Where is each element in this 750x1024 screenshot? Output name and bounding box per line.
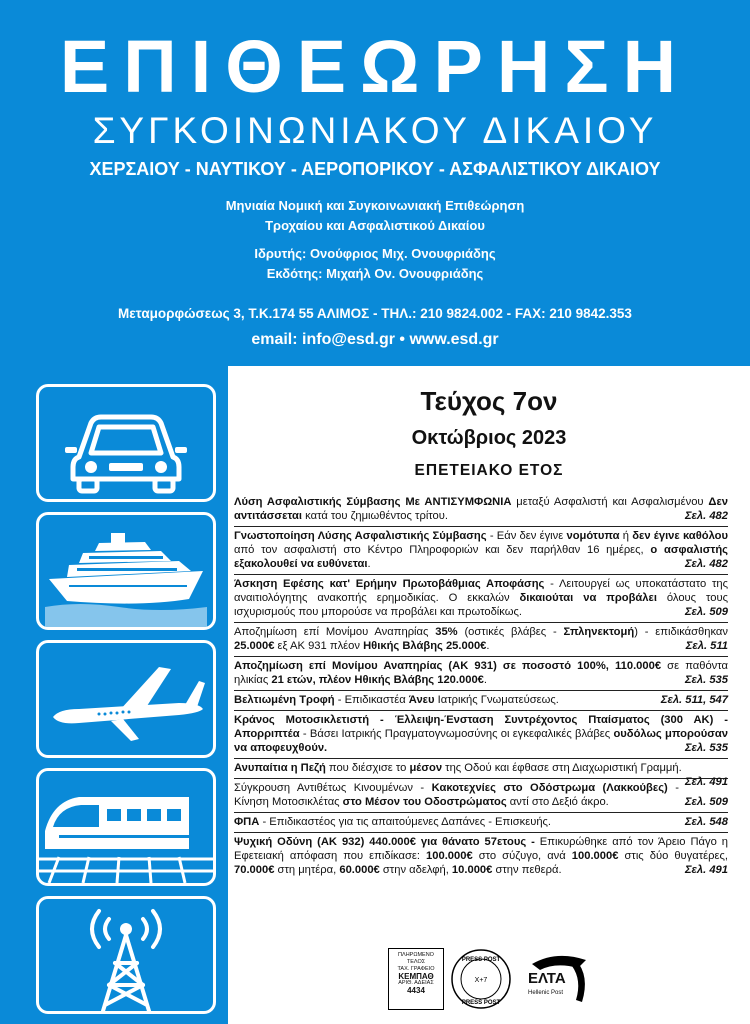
article-text-bold: Αποζημίωση επί Μονίμου Αναπηρίας (ΑΚ 931) σε ποσοστό 100%, 110.000€ (234, 660, 662, 672)
press-post-text: PRESS POST (461, 1000, 501, 1006)
article-item (234, 779, 728, 813)
article-item (234, 833, 728, 880)
article-text: σε παθόντα ηλικίας (234, 660, 728, 686)
article-text-bold: Κακοτεχνίες στο Οδόστρωμα (Λακκούβες) (431, 782, 668, 794)
contact-line[interactable]: email: info@esd.gr • www.esd.gr (251, 331, 499, 348)
article-item (234, 711, 728, 759)
article-text-bold: 70.000€ (234, 864, 275, 876)
masthead-description (0, 196, 750, 284)
description-line-2: Τροχαίου και Ασφαλιστικού Δικαίου (265, 218, 485, 233)
page-reference: Σελ. 511, 547 (660, 694, 728, 706)
page-reference: Σελ. 535 (684, 674, 728, 686)
train-icon (36, 768, 216, 886)
article-text: εξ ΑΚ 931 πλέον (274, 640, 364, 652)
article-text: αντί στο Δεξιό άκρο. (506, 796, 609, 808)
page-reference: Σελ. 509 (684, 606, 728, 618)
article-text-bold: νομότυπα (566, 530, 620, 542)
article-text-bold: ΦΠΑ (234, 816, 260, 828)
article-text-bold: Άνευ (408, 694, 435, 706)
article-text: μεταξύ Ασφαλιστή και Ασφαλισμένου (511, 496, 709, 508)
press-code: X+7 (474, 977, 488, 984)
article-text-bold: 35% (435, 626, 458, 638)
article-text-bold: 10.000€ (451, 864, 493, 876)
address-line: Μεταμορφώσεως 3, Τ.Κ.174 55 ΑΛΙΜΟΣ - ΤΗΛ.: 210 9824.002 - FAX: 210 9842.353 (118, 306, 632, 321)
airplane-icon (36, 640, 216, 758)
article-text-bold: Σπληνεκτομή (563, 626, 635, 638)
article-text: στις δύο θυγατέρες, (618, 850, 728, 862)
article-text: της Οδού και έφθασε στη Διαχωριστική Γραμμή. (442, 762, 682, 774)
article-item (234, 623, 728, 657)
article-text: στη μητέρα, (274, 864, 340, 876)
article-text-bold: 25.000€ (234, 640, 275, 652)
page-reference: Σελ. 482 (684, 510, 728, 522)
article-text: Επικυρώθηκε από τον Άρειο Πάγο η Εφετειακή απόφαση που επιδίκασε: (234, 836, 728, 862)
article-text: . (367, 558, 371, 570)
magazine-title: ΕΠΙΘΕΩΡΗΣΗ (59, 25, 691, 108)
description-line-1: Μηνιαία Νομική και Συγκοινωνιακή Επιθεώρηση (225, 198, 525, 213)
article-text: - Λειτουργεί ως υποκατάστατο της αναιτιολόγητης ανακοπής ερημοδικίας. Ο εκκαλών (234, 578, 728, 604)
article-text: - Εάν δεν έγινε (486, 530, 567, 542)
article-text-bold: Ανυπαίτια η Πεζή (234, 762, 326, 774)
page-reference: Σελ. 509 (684, 796, 728, 808)
article-text-bold: 21 ετών, πλέον Ηθικής Βλάβης 120.000€ (271, 674, 484, 686)
articles-list (234, 493, 728, 880)
article-text-bold: ο ασφαλιστής εξακολουθεί να ευθύνεται (234, 544, 728, 570)
article-text-bold: στο Μέσον του Οδοστρώματος (342, 796, 507, 808)
page-reference: Σελ. 535 (684, 742, 728, 754)
press-post-text: PRESS POST (461, 957, 501, 963)
article-text-bold: Ηθικής Βλάβης 25.000€ (363, 640, 487, 652)
publisher-line: Εκδότης: Μιχαήλ Ον. Ονουφριάδης (266, 266, 484, 281)
article-item (234, 575, 728, 623)
article-item (234, 813, 728, 833)
article-text: - Επιδικαστέα (334, 694, 409, 706)
issue-date: Οκτώβριος 2023 (411, 427, 567, 449)
article-text-bold: δεν έγινε καθόλου (632, 530, 729, 542)
article-text: από τον ασφαλιστή στο Κέντρο Πληροφοριών και δεν παρήλθαν 16 ημέρες, (234, 544, 651, 556)
article-text-bold: Λύση Ασφαλιστικής Σύμβασης Με ΑΝΤΙΣΥΜΦΩΝΙΑ (234, 496, 512, 508)
article-text-bold: Άσκηση Εφέσης κατ' Ερήμην Πρωτοβάθμιας Αποφάσης (234, 578, 545, 590)
article-text-bold: Βελτιωμένη Τροφή (234, 694, 335, 706)
article-text: στην αδελφή, (379, 864, 452, 876)
article-text: όλους τους ισχυρισμούς που μπορούσε να προβάλει και πρωτοδίκως. (234, 592, 728, 618)
postage-text: ΑΡΙΘ. ΑΔΕΙΑΣ (398, 980, 434, 986)
postage-text: ΤΑΧ. ΓΡΑΦΕΙΟ (397, 966, 435, 972)
postage-office: ΚΕΜΠΑΘ (398, 972, 434, 981)
postal-marks (378, 948, 738, 1018)
article-text: . (486, 640, 490, 652)
article-text: κατά του ζημιωθέντος τρίτου. (302, 510, 449, 522)
article-text-bold: δικαιούται να προβάλει (519, 592, 657, 604)
car-icon (36, 384, 216, 502)
article-text: (οστικές βλάβες - (457, 626, 564, 638)
press-post-seal (450, 948, 512, 1010)
article-text: ) - επιδικάσθηκαν (634, 626, 728, 638)
article-item (234, 493, 728, 527)
article-text: Ιατρικής Γνωματεύσεως. (434, 694, 559, 706)
article-text-bold: Γνωστοποίηση Λύσης Ασφαλιστικής Σύμβασης (234, 530, 487, 542)
article-text: που διέσχισε το (325, 762, 410, 774)
article-text-bold: Ψυχική Οδύνη (ΑΚ 932) 440.000€ για θάνατο 57ετους - (234, 836, 535, 848)
article-item (234, 527, 728, 575)
article-text: Αποζημίωση επί Μονίμου Αναπηρίας (234, 626, 436, 638)
elta-subtitle: Hellenic Post (528, 990, 564, 996)
article-text-bold: 60.000€ (339, 864, 380, 876)
article-text-bold: ουδόλως μπορούσαν να αποφευχθούν. (234, 728, 728, 754)
article-text: στο σύζυγο, ανά (472, 850, 572, 862)
issue-number: Τεύχος 7ον (420, 386, 558, 416)
masthead (0, 0, 750, 366)
elta-name: ΕΛΤΑ (528, 970, 566, 987)
page-reference: Σελ. 548 (684, 816, 728, 828)
postage-permit: 4434 (407, 986, 425, 995)
contents-panel (228, 366, 750, 1024)
postage-text: ΤΕΛΟΣ (406, 959, 426, 965)
postage-paid-stamp (388, 948, 444, 1010)
article-text: στην πεθερά. (492, 864, 562, 876)
article-text-bold: μέσον (409, 762, 443, 774)
article-text: - Βάσει Ιατρικής Πραγματογνωμοσύνης οι εγκεφαλικές βλάβες (299, 728, 614, 740)
article-text: ή (619, 530, 633, 542)
article-text-bold: 100.000€ (571, 850, 619, 862)
article-text: - Κίνηση Μοτοσικλέτας (234, 782, 679, 808)
article-item (234, 657, 728, 691)
antenna-icon (36, 896, 216, 1014)
anniversary-tag: ΕΠΕΤΕΙΑΚΟ ΕΤΟΣ (414, 462, 564, 479)
article-item (234, 691, 728, 711)
page-reference: Σελ. 491 (684, 864, 728, 876)
page-reference: Σελ. 482 (684, 558, 728, 570)
page-reference: Σελ. 491 (684, 776, 728, 788)
article-text: . (483, 674, 488, 686)
article-text: - Επιδικαστέος για τις απαιτούμενες Δαπάνες - Επισκευής. (259, 816, 552, 828)
postage-text: ΠΛΗΡΩΜΕΝΟ (398, 952, 434, 958)
magazine-subtitle: ΣΥΓΚΟΙΝΩΝΙΑΚΟΥ ΔΙΚΑΙΟΥ (92, 110, 658, 151)
article-text-bold: Κράνος Μοτοσικλετιστή - Έλλειψη-Ένσταση Συντρέχοντος Πταίσματος (300 ΑΚ) - Απορριπτέα (234, 714, 728, 740)
article-text-bold: 100.000€ (426, 850, 473, 862)
ship-icon (36, 512, 216, 630)
page-reference: Σελ. 511 (685, 640, 728, 652)
founder-line: Ιδρυτής: Ονούφριος Μιχ. Ονουφριάδης (254, 246, 496, 261)
article-text: Σύγκρουση Αντιθέτως Κινουμένων - (234, 782, 432, 794)
article-text-bold: Δεν αντιτάσσεται (234, 496, 728, 522)
law-branches: ΧΕΡΣΑΙΟΥ - ΝΑΥΤΙΚΟΥ - ΑΕΡΟΠΟΡΙΚΟΥ - ΑΣΦΑΛΙΣΤΙΚΟΥ ΔΙΚΑΙΟΥ (89, 159, 661, 179)
